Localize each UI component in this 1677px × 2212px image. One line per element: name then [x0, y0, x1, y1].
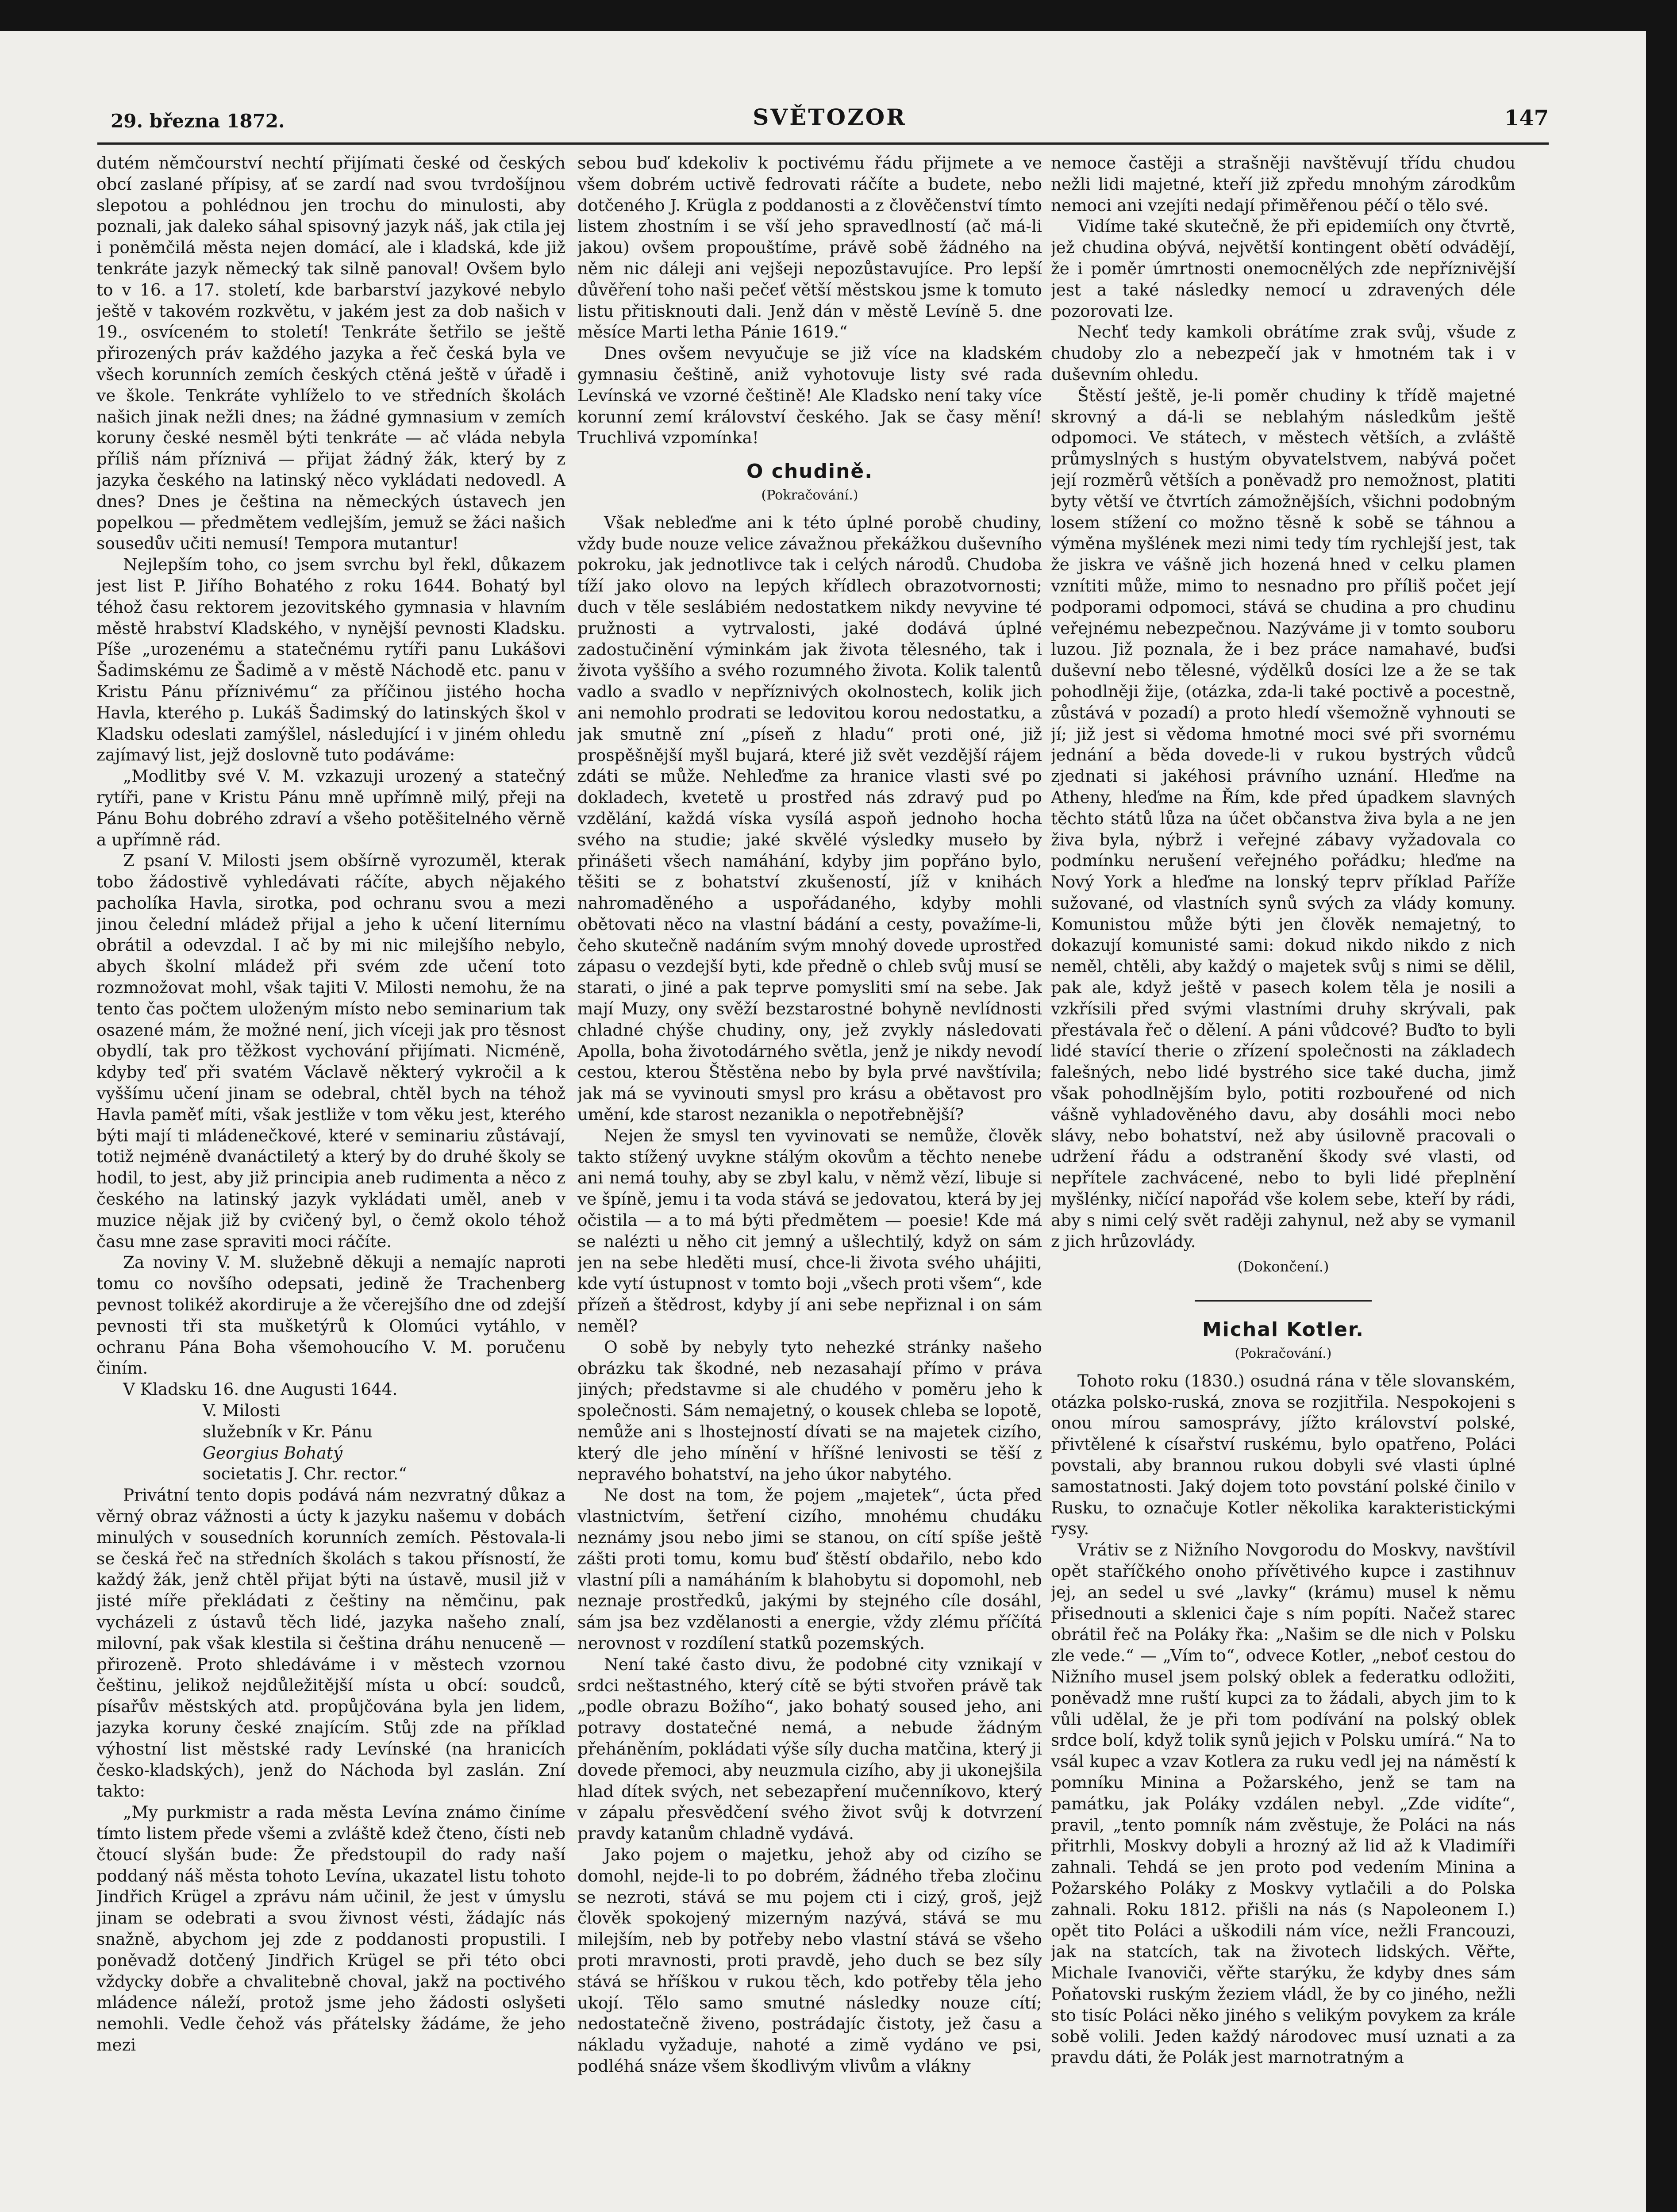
scan-border-top — [0, 0, 1677, 31]
paragraph: Vidíme také skutečně, že při epidemiích ony čtvrtě, jež chudina obývá, největší kontingent obětí odvádějí, že i poměr úmrtnosti onemocnělých zde nepříznivější jest a také následky nemocí u zdravených déle pozorovati lze. — [1051, 216, 1515, 321]
quoted-letter-paragraph: „Modlitby své V. M. vzkazuji urozený a statečný rytíři, pane v Kristu Pánu mně upřímně milý, přeji na Pánu Bohu dobrého zdraví a všeho potěšitelného věrně a upřímně rád. — [96, 766, 565, 849]
paragraph: Však nebleďme ani k této úplné porobě chudiny, vždy bude nouze velice závažnou překážkou duševního pokroku, jak jednotlivce tak i celých národů. Chudoba tíží jako olovo na lepých křídlech obrazotvornosti; duch v těle seslábiém nedostatkem nikdy nevyvine té pružnosti a vytrvalosti, jaké dodává úplné zadostučinění výminkám jak života tělesného, tak i života vyššího a svého rozumného života. Kolik talentů vadlo a svadlo v nepříznivých okolnostech, kolik jich ani nemohlo prodrati se ledovitou korou nedostatku, a jak smutně zní „píseň z hladu“ proti oné, již prospěšnější myšl bujará, které již svět vezdější rájem zdáti se může. Nehleďme za hranice vlasti své po dokladech, kvetetě u prostřed nás zdravý pud po vzdělání, každá víska vysílá aspoň jednoho hocha svého na studie; jaké skvělé výsledky museło by přinášeti všech namáhání, kdyby jim popřáno bylo, těšiti se z bohatství zkušeností, jíž v knihách nahromaděného a uspořádaného, kdyby mohli obětovati něco na vlastní bádání a cesty, považíme-li, čeho skutečně nadáním svým mnohý dovede uprostřed zápasu o vezdejší byti, kde předně o chleb svůj musí se starati, o jiné a pak teprve pomysliti smí na sebe. Jak mají Muzy, ony svěží bezstarostné bohyně nevlídnosti chladné chýše chudiny, ony, jež zvykly následovati Apolla, boha životodárného světla, jenž je nikdy nevodí cestou, kterou Štěstěna nebo by byla prvé navštívila; jak má se vyvinouti smysl pro krásu a obětavost pro umění, kde starost nezanikla o nepotřebnější? — [577, 512, 1042, 1125]
column-1 — [96, 153, 565, 2212]
article-title: O chudině. — [746, 460, 873, 483]
page-number: 147 — [1504, 106, 1549, 131]
paragraph: nemoce častěji a strašněji navštěvují třídu chudou nežli lidi majetné, kteří již zpředu mnohým zárodkům nemoci ani vzejíti nedají přiměřenou péčí o tělo své. — [1051, 153, 1515, 215]
publication-title: SVĚTOZOR — [753, 104, 907, 130]
issue-date: 29. března 1872. — [111, 110, 285, 132]
paragraph: dutém němčourství nechtí přijímati české od českých obcí zaslané přípisy, ať se zardí nad svou tvrdošíjnou slepotou a pohlédnou jen trochu do minulosti, aby poznali, jak daleko sáhal spisovný jazyk náš, jak ctila jej i poněmčilá města nejen domácí, ale i kladská, kde již tenkráte jazyk německý tak silně panoval! Ovšem bylo to v 16. a 17. století, kde barbarství jazykové nebylo ještě v takovém rozkvětu, v jakém jest za dob našich v 19., osvíceném to století! Tenkráte šetřilo se ještě přirozených práv každého jazyka a řeč česká byla ve všech korunních zemích českých ctěná ještě v úřadě i ve škole. Tenkráte vyhlíželo to ve středních školách našich jinak nežli dnes; na žádné gymnasium v zemích koruny české nesměl býti tenkráte — ač vláda nebyla příliš nám příznivá — přijat žádný žák, který by z jazyka českého na latinský něco vykládati nedovedl. A dnes? Dnes je čeština na německých ústavech jen popelkou — předmětem vedlejším, jemuž se žáci našich sousedův učiti nemusí! Tempora mutantur! — [96, 153, 565, 553]
page-header — [111, 104, 1549, 139]
paragraph: Jako pojem o majetku, jehož aby od cizího se domohl, nejde-li to po dobrém, žádného třeba zločinu se nezroti, stává se mu pojem cti i cizý, groš, jejž člověk spokojený mizerným nazývá, stává se mu milejším, neb by potřeby nebo vlastní stává se všeho proti mravnosti, proti pravdě, jeho duch se bez síly stává se hříškou v rukou těch, kdo potřeby těla jeho ukojí. Tělo samo smutné následky nouze cítí; nedostatečně živeno, postrádajíc čistoty, jež času a nákladu vyžaduje, nahoté a zimě vydáno ve psi, podléhá snáze všem škodlivým vlivům a vlákny — [577, 1844, 1042, 2076]
scan-border-right — [1646, 0, 1677, 2212]
article-title: Michal Kotler. — [1202, 1318, 1364, 1341]
column-3 — [1051, 153, 1515, 2212]
paragraph: sebou buď kdekoliv k poctivému řádu přijmete a ve všem dobrém uctivě fedrovati ráčíte a budete, nebo dotčeného J. Krügla z poddanosti a z člověčenství tímto listem zhostním i se vší jeho spravedlností (ač má-li jakou) ovšem propouštíme, právě sobě žádného na něm nic dáleji ani vejšeji nepozůstavujíce. Pro lepší důvěření toho naši pečeť větší městskou jsme k tomuto listu přitisknouti dali. Jenž dán v městě Levíně 5. dne měsíce Marti letha Pánie 1619.“ — [577, 153, 1042, 342]
signature-name: Georgius Bohatý — [203, 1443, 342, 1463]
quoted-letter-paragraph: Za noviny V. M. služebně děkuji a nemajíc naproti tomu co novšího odepsati, jedině že Trachenberg pevnost tolikéž akordiruje a že včerejšího dne od zdejší pevnosti tři sta mušketýrů k Olomúci vytáhlo, v ochranu Pána Boha všemohoucího V. M. poručenu činím. — [96, 1252, 565, 1378]
paragraph: Privátní tento dopis podává nám nezvratný důkaz a věrný obraz vážnosti a úcty k jazyku našemu v dobách minulých v sousedních korunních zemích. Pěstovala-li se česká řeč na středních školách s takou přísností, že každý žák, jenž chtěl přijat býti na ústavě, musil již v jisté míře překládati z češtiny na němčinu, pak vycházeli z ústavů těch lidé, jazyka našeho znalí, milovní, pak však klestila si čeština dráhu nenuceně — přirozeně. Proto shledáváme i v městech vzornou češtinu, jelikož nejdůležitější místa u obcí: soudců, písařův městských atd. propůjčována byla jen lidem, jazyka koruny české znajícím. Stůj zde na příklad výhostní list městské rady Levínské (na hranicích česko-kladských), jenž do Náchoda byl zaslán. Zní takto: — [96, 1485, 565, 1801]
signature-line: služebník v Kr. Pánu — [203, 1421, 373, 1441]
paragraph: Štěstí ještě, je-li poměr chudiny k třídě majetné skrovný a dá-li se neblahým následkům ještě odpomoci. Ve státech, v městech větších, a zvláště průmyslných s hustým obyvatelstvem, nabývá počet její rozměrů větších a poněvadž pro nemožnost, platiti byty větší ve čtvrtích zámožnějších, všichni podobným losem stížení co možno těsně k sobě se táhnou a výměna myšlének mezi nimi tedy tím rychlejší jest, tak že jiskra ve vášně jich hozená hned v celku plamen vznítiti může, mimo to nesnadno pro příliš počet její podporami odpomoci, stává se chudina a pro chudinu veřejnému nebezpečnou. Nazýváme ji v tomto souboru luzou. Již poznala, že i bez práce namahavé, buďsi duševní nebo tělesné, výdělků dosíci lze a že se tak pohodlněji žije, (otázka, zda-li také poctivě a pocestně, zůstává v pozadí) a proto hledí všemožně vyhnouti se jí; již jest si vědoma hmotné moci své při svornému jednání a běda dovede-li v rukou bystrých vůdců zjednati si jakéhosi právního uznání. Hleďme na Atheny, hleďme na Řím, kde před úpadkem slavných těchto států lůza na účet občanstva živa byla a ne jen živa byla, nýbrž i veřejné zábavy vyžadovala co podmínku nerušení veřejného pořádku; hleďme na Nový York a hleďme na lonský teprv příklad Paříže sužované, od vlastních synů svých za vlády komuny. Komunistou může býti jen člověk nemajetný, to dokazují komunisté sami: dokud nikdo nikdo z nich neměl, chtěli, aby každý o majetek svůj s nimi se dělil, pak ale, když ještě v pasech kolem těla je nosili a vzkřísili před svými vlastními druhy skrývali, pak přestávala řeč o dělení. A páni vůdcové? Buďto to byli lidé stavící therie o zřízení společnosti na základech falešných, nebo lidé bystrého sice také ducha, jimž však pohodlnějším bylo, potiti rozbouřené od nich vášně vyhladověného davu, aby dosáhli moci nebo slávy, nebo bohatství, než aby úsilovně pracovali o udržení řádu a odstranění škody své vlasti, od nepřítele zachvácené, nebo to byli lidé přeplnění myšlénky, ničící napořád vše kolem sebe, kteří by rádi, aby s nimi celý svět raději zahynul, než aby se vymanil z jich hrůzovlády. — [1051, 385, 1515, 1251]
column-2 — [577, 153, 1042, 2212]
quoted-letter-paragraph: Z psaní V. Milosti jsem obšírně vyrozuměl, kterak tobo žádostivě vyhledávati ráčíte, abych nějakého pacholíka Havla, sirotka, pod ochranu svou a mezi jinou čelední mládež přijal a jeho k učení liternímu obrátil a odevzdal. I ač by mi nic milejšího nebylo, abych školní mládež při svém zde učení toto rozmnožovat mohl, však tajiti V. Milosti nemohu, že na tento čas počtem uloženým místo nebo seminarium tak osazené mám, že možné není, jich víceji jak pro těsnost obydlí, tak pro těžkost vychování přijímati. Nicméně, kdyby teď při svatém Václavě některý vykročil a k vyššímu učení jinam se odebral, chtěl bych na téhož Havla paměť míti, však jestliže v tom věku jest, kterého býti mají ti mládenečkové, které v seminariu zůstávají, totiž nejméně dvanáctiletý a který by do druhé školy se hodil, to jest, aby již principia aneb rudimenta a něco z českého na latinský jazyk vykládati uměl, aneb v muzice nějak již by cvičený byl, o čemž okolo téhož času mne zase spraviti moci ráčíte. — [96, 851, 565, 1251]
header-rule — [97, 142, 1549, 145]
paragraph: Nejlepším toho, co jsem svrchu byl řekl, důkazem jest list P. Jiřího Bohatého z roku 1644. Bohatý byl téhož času rektorem jezovitského gymnasia v hlavním městě hrabství Kladského, v nynější pevnosti Kladsku. Píše „urozenému a statečnému rytíři panu Lukášovi Šadimskému ze Šadimě a v městě Náchodě etc. panu v Kristu Pánu příznivému“ za příčinou jistého hocha Havla, kterého p. Lukáš Šadimský do latinských škol v Kladsku odeslati zamýšlel, následující i v jiném ohledu zajímavý list, jejž doslovně tuto podáváme: — [96, 555, 565, 765]
paragraph: Nechť tedy kamkoli obrátíme zrak svůj, všude z chudoby zlo a nebezpečí jak v hmotném tak i v duševním ohledu. — [1051, 322, 1515, 384]
continuation-note: (Pokračování.) — [761, 487, 858, 503]
article-separator — [1195, 1300, 1372, 1302]
quoted-letter-paragraph: „My purkmistr a rada města Levína známo činíme tímto listem přede všemi a zvláště kdež čteno, čísti neb čtoucí slyšán bude: Že předstoupil do rady naší poddaný náš města tohoto Levína, ukazatel listu tohoto Jindřich Krügel a zprávu nám učinil, že jest v úmyslu jinam se odebrati a svou živnost vésti, žádajíc nás snažně, abychom jej zde z poddanosti propustili. I poněvadž dotčený Jindřich Krügel se při této obci vždycky dobře a chvalitebně choval, jakž na poctivého mládence náleží, protož jsme jeho žádosti oslyšeti nemohli. Vedle čehož vás přátelsky žádáme, že jeho mezi — [96, 1802, 565, 2055]
signature-line: societatis J. Chr. rector.“ — [203, 1464, 407, 1484]
paragraph: Není také často divu, že podobné city vznikají v srdci neštastného, který cítě se býti stvořen právě tak „podle obrazu Božího“, jako bohatý soused jeho, ani potravy dostatečné nemá, a nebude žádným přeháněním, pokládati výše síly ducha matčina, který ji dovede přemoci, aby neuzmula cizího, aby ji ukonejšila hlad dítek svých, net sebezapření mučenníkovo, který v zápalu přesvědčení svého život svůj k dotvrzení pravdy katanům chladně vydává. — [577, 1654, 1042, 1843]
letter-signature — [96, 1400, 565, 1485]
signature-line: V. Milosti — [203, 1401, 281, 1421]
to-be-concluded-note: (Dokončení.) — [1237, 1258, 1329, 1275]
letter-place-date: V Kladsku 16. dne Augusti 1644. — [123, 1379, 398, 1399]
continuation-note: (Pokračování.) — [1235, 1346, 1332, 1362]
paragraph: Tohoto roku (1830.) osudná rána v těle slovanském, otázka polsko-ruská, znova se rozjitřila. Nespokojeni s onou mírou samosprávy, jížto království polské, přivtělené k císařství ruskému, bylo opatřeno, Poláci povstali, aby brannou rukou dobyli své vlasti úplné samostatnosti. Jaký dojem toto povstání polské činilo v Rusku, to označuje Kotler několika karakteristickými rysy. — [1051, 1371, 1515, 1539]
paragraph: O sobě by nebyly tyto nehezké stránky našeho obrázku tak škodné, neb nezasahají přímo v práva jiných; představme si ale chudého v poměru jeho k společnosti. Sám nemajetný, o kousek chleba se lopotě, nemůže ani s lhostejností dívati se na majetek cizího, který dle jeho mínění v hříšné lenivosti se těší z nepravého bohatství, na jeho úkor nabytého. — [577, 1337, 1042, 1484]
paragraph: Nejen že smysl ten vyvinovati se nemůže, člověk takto stížený uvykne stálým okovům a těchto nenebe ani nemá touhy, aby se zbyl kalu, v němž vězí, libuje si ve špíně, jemu i ta voda stává se jedovatou, která by jej očistila — a to má býti předmětem — poesie! Kde má se nalézti u něho cit jemný a ušlechtilý, když on sám jen na sebe hleděti musí, chce-li života svého uhájiti, kde vytí ústupnost v tomto boji „všech proti všem“, kde přízeň a štědrost, kdyby jí ani sebe nepřiznal i on sám neměl? — [577, 1125, 1042, 1336]
paragraph: Vrátiv se z Nižního Novgorodu do Moskvy, navštívil opět staříčkého onoho přívětivého kupce i zastihnuv jej, an sedel u své „lavky“ (krámu) musel k němu přisednouti a sklenici čaje s ním popíti. Načež starec obrátil řeč na Poláky řka: „Našim se dle nich v Polsku zle vede.“ — „Vím to“, odvece Kotler, „neboť cestou do Nižního musel jsem polský oblek a federatku odložiti, poněvadž mne ruští kupci za to žádali, abych jim to k vůli udělal, že je při tom podívání na polský oblek srdce bolí, když tolik synů jejich v Polsku umírá.“ Na to vsál kupec a vzav Kotlera za ruku vedl jej na náměstí k pomníku Minina a Požarského, jenž se tam na památku, jak Poláky vzdálen nebyl. „Zde vidíte“, pravil, „tento pomník nám zvěstuje, že Poláci na nás přitrhli, Moskvy dobyli a hrozný až lid až k Vladimíři zahnali. Tehdá se jen proto pod vedením Minina a Požarského Poláky z Moskvy vytlačili a do Polska zahnali. Roku 1812. přišli na nás (s Napoleonem I.) opět tito Poláci a uškodili nám více, nežli Francouzi, jak na statcích, tak na životech lidských. Věřte, Michale Ivanoviči, věřte starýku, že kdyby dnes sám Poňatovski ruským žeziem vládl, že by co jiného, nežli sto tisíc Poláci něko jiného s velikým povykem za krále sobě volili. Jeden každý národovec musí uznati a za pravdu dáti, že Polák jest marnotratným a — [1051, 1540, 1515, 2067]
paragraph: Ne dost na tom, že pojem „majetek“, úcta před vlastnictvím, šetření cizího, mnohému chudáku neznámy jsou nebo jimi se stanou, on cítí spíše ještě zášti proti tomu, komu buď štěstí obdařilo, nebo kdo vlastní píli a namáháním k blahobytu si dopomohl, neb neznaje prostředků, jakými by stejného cíle dosáhl, sám jsa bez vzdělanosti a energie, vždy zlému příčítá nerovnost v rozdílení statků pozemských. — [577, 1485, 1042, 1653]
paragraph: Dnes ovšem nevyučuje se již více na kladském gymnasiu češtině, aniž vyhotovuje listy své rada Levínská ve vzorné češtině! Ale Kladsko není taky více korunní zemí království českého. Jak se časy mění! Truchlivá vzpomínka! — [577, 343, 1042, 448]
